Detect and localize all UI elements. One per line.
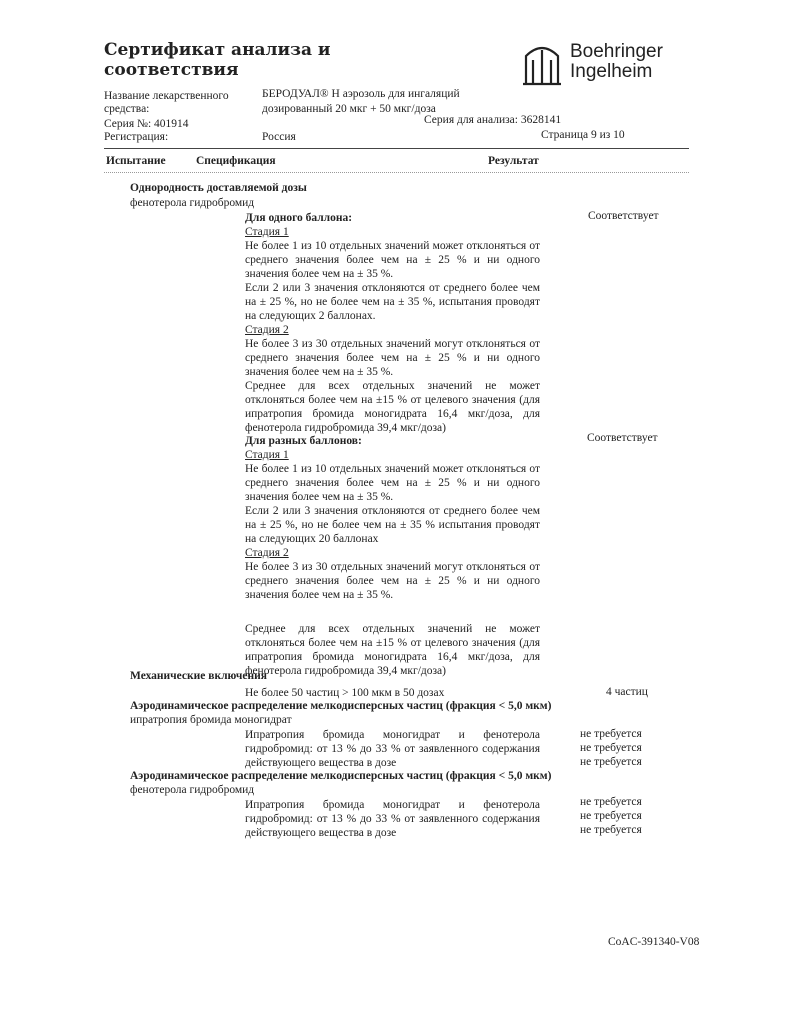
multi-p3: Не более 3 из 30 отдельных значений могут отклоняться от среднего значения более чем на ± 25 % и ни одного значения более чем на ± 35 %. (245, 561, 540, 601)
drug-label: Название лекарственного средства: (104, 90, 229, 115)
title-line-1: Сертификат анализа и (104, 40, 331, 60)
page-number: Страница 9 из 10 (541, 129, 625, 141)
series-label: Серия №: (104, 118, 152, 130)
single-p2: Если 2 или 3 значения отклоняются от среднего более чем на ± 25 %, но не более чем на ± 35 %, испытания проводят на следующих 2 баллонах. (245, 282, 540, 322)
section-mechanical-title: Механические включения (130, 670, 267, 682)
header-divider (104, 148, 689, 149)
series-value: 401914 (154, 118, 189, 130)
result-multi: Соответствует (587, 432, 658, 444)
multi-p2: Если 2 или 3 значения отклоняются от среднего более чем на ± 25 %, но не более чем на ± 35 % испытания проводят на следующих 20 баллонах (245, 505, 540, 545)
single-p4: Среднее для всех отдельных значений не может отклоняться более чем на ±15 % от целевого значения (для ипратропия бромида моногидрата 16,4 мкг/доза, для фенотерола гидробромида 39,4 мкг/доза) (245, 380, 540, 434)
section-aerodynamic-ipratropium-title: Аэродинамическое распределение мелкодисперсных частиц (фракция < 5,0 мкм) (130, 700, 552, 712)
column-test: Испытание (106, 155, 166, 167)
single-p3: Не более 3 из 30 отдельных значений могут отклоняться от среднего значения более чем на ± 25 % и ни одного значения более чем на ± 35 %. (245, 338, 540, 378)
results-aerodynamic-fenoterol (580, 795, 642, 837)
result-line: не требуется (580, 810, 642, 822)
registration-label: Регистрация: (104, 131, 169, 143)
result-single: Соответствует (588, 210, 659, 222)
column-divider (104, 172, 689, 173)
analysis-series-row (424, 114, 561, 127)
result-line: не требуется (580, 742, 642, 754)
column-result: Результат (488, 155, 539, 167)
analysis-series-label: Серия для анализа: (424, 114, 518, 126)
results-aerodynamic-ipratropium (580, 727, 642, 769)
single-stage1: Стадия 1 (245, 226, 289, 238)
section-dose-uniformity-substance: фенотерола гидробромид (130, 197, 255, 209)
multi-p1: Не более 1 из 10 отдельных значений может отклоняться от среднего значения более чем на ± 25 % и ни одного значения более чем на ± 35 %. (245, 463, 540, 503)
section-dose-uniformity-title: Однородность доставляемой дозы (130, 182, 307, 194)
title-line-2: соответствия (104, 60, 239, 80)
document-title (104, 40, 331, 80)
logo-building-icon (520, 38, 564, 86)
section-aerodynamic-fenoterol-substance: фенотерола гидробромид (130, 784, 255, 796)
result-mechanical: 4 частиц (606, 686, 648, 698)
single-p1: Не более 1 из 10 отдельных значений может отклоняться от среднего значения более чем на ± 25 % и ни одного значения более чем на ± 35 %. (245, 240, 540, 280)
result-line: не требуется (580, 728, 642, 740)
section-aerodynamic-fenoterol-title: Аэродинамическое распределение мелкодисперсных частиц (фракция < 5,0 мкм) (130, 770, 552, 782)
spec-multiple-canisters (245, 434, 540, 678)
drug-value: БЕРОДУАЛ® Н аэрозоль для ингаляций дозированный 20 мкг + 50 мкг/доза (262, 88, 460, 115)
spec-single-canister (245, 211, 540, 435)
series-row (104, 118, 189, 131)
single-stage2: Стадия 2 (245, 324, 289, 336)
registration-value: Россия (262, 131, 296, 143)
multi-stage2: Стадия 2 (245, 547, 289, 559)
result-line: не требуется (580, 824, 642, 836)
column-spec: Спецификация (196, 155, 276, 167)
document-code: CoAC-391340-V08 (608, 936, 700, 948)
result-line: не требуется (580, 756, 642, 768)
spec-mechanical: Не более 50 частиц > 100 мкм в 50 дозах (245, 687, 445, 699)
analysis-series-value: 3628141 (520, 114, 562, 126)
multi-stage1: Стадия 1 (245, 449, 289, 461)
company-logo (520, 38, 680, 88)
spec-aerodynamic-fenoterol: Ипратропия бромида моногидрат и фенотерола гидробромид: от 13 % до 33 % от заявленного содержания действующего вещества в дозе (245, 799, 540, 839)
multi-heading: Для разных баллонов: (245, 435, 362, 447)
spec-aerodynamic-ipratropium: Ипратропия бромида моногидрат и фенотерола гидробромид: от 13 % до 33 % от заявленного содержания действующего вещества в дозе (245, 729, 540, 769)
section-aerodynamic-ipratropium-substance: ипратропия бромида моногидрат (130, 714, 292, 726)
multi-p4: Среднее для всех отдельных значений не может отклоняться более чем на ±15 % от целевого значения (для ипратропия бромида моногидрата 16,4 мкг/доза, для фенотерола гидробромида 39,4 мкг/доза) (245, 623, 540, 677)
logo-line-1: Boehringer (570, 41, 663, 62)
single-heading: Для одного баллона: (245, 212, 353, 224)
result-line: не требуется (580, 796, 642, 808)
logo-line-2: Ingelheim (570, 61, 653, 82)
